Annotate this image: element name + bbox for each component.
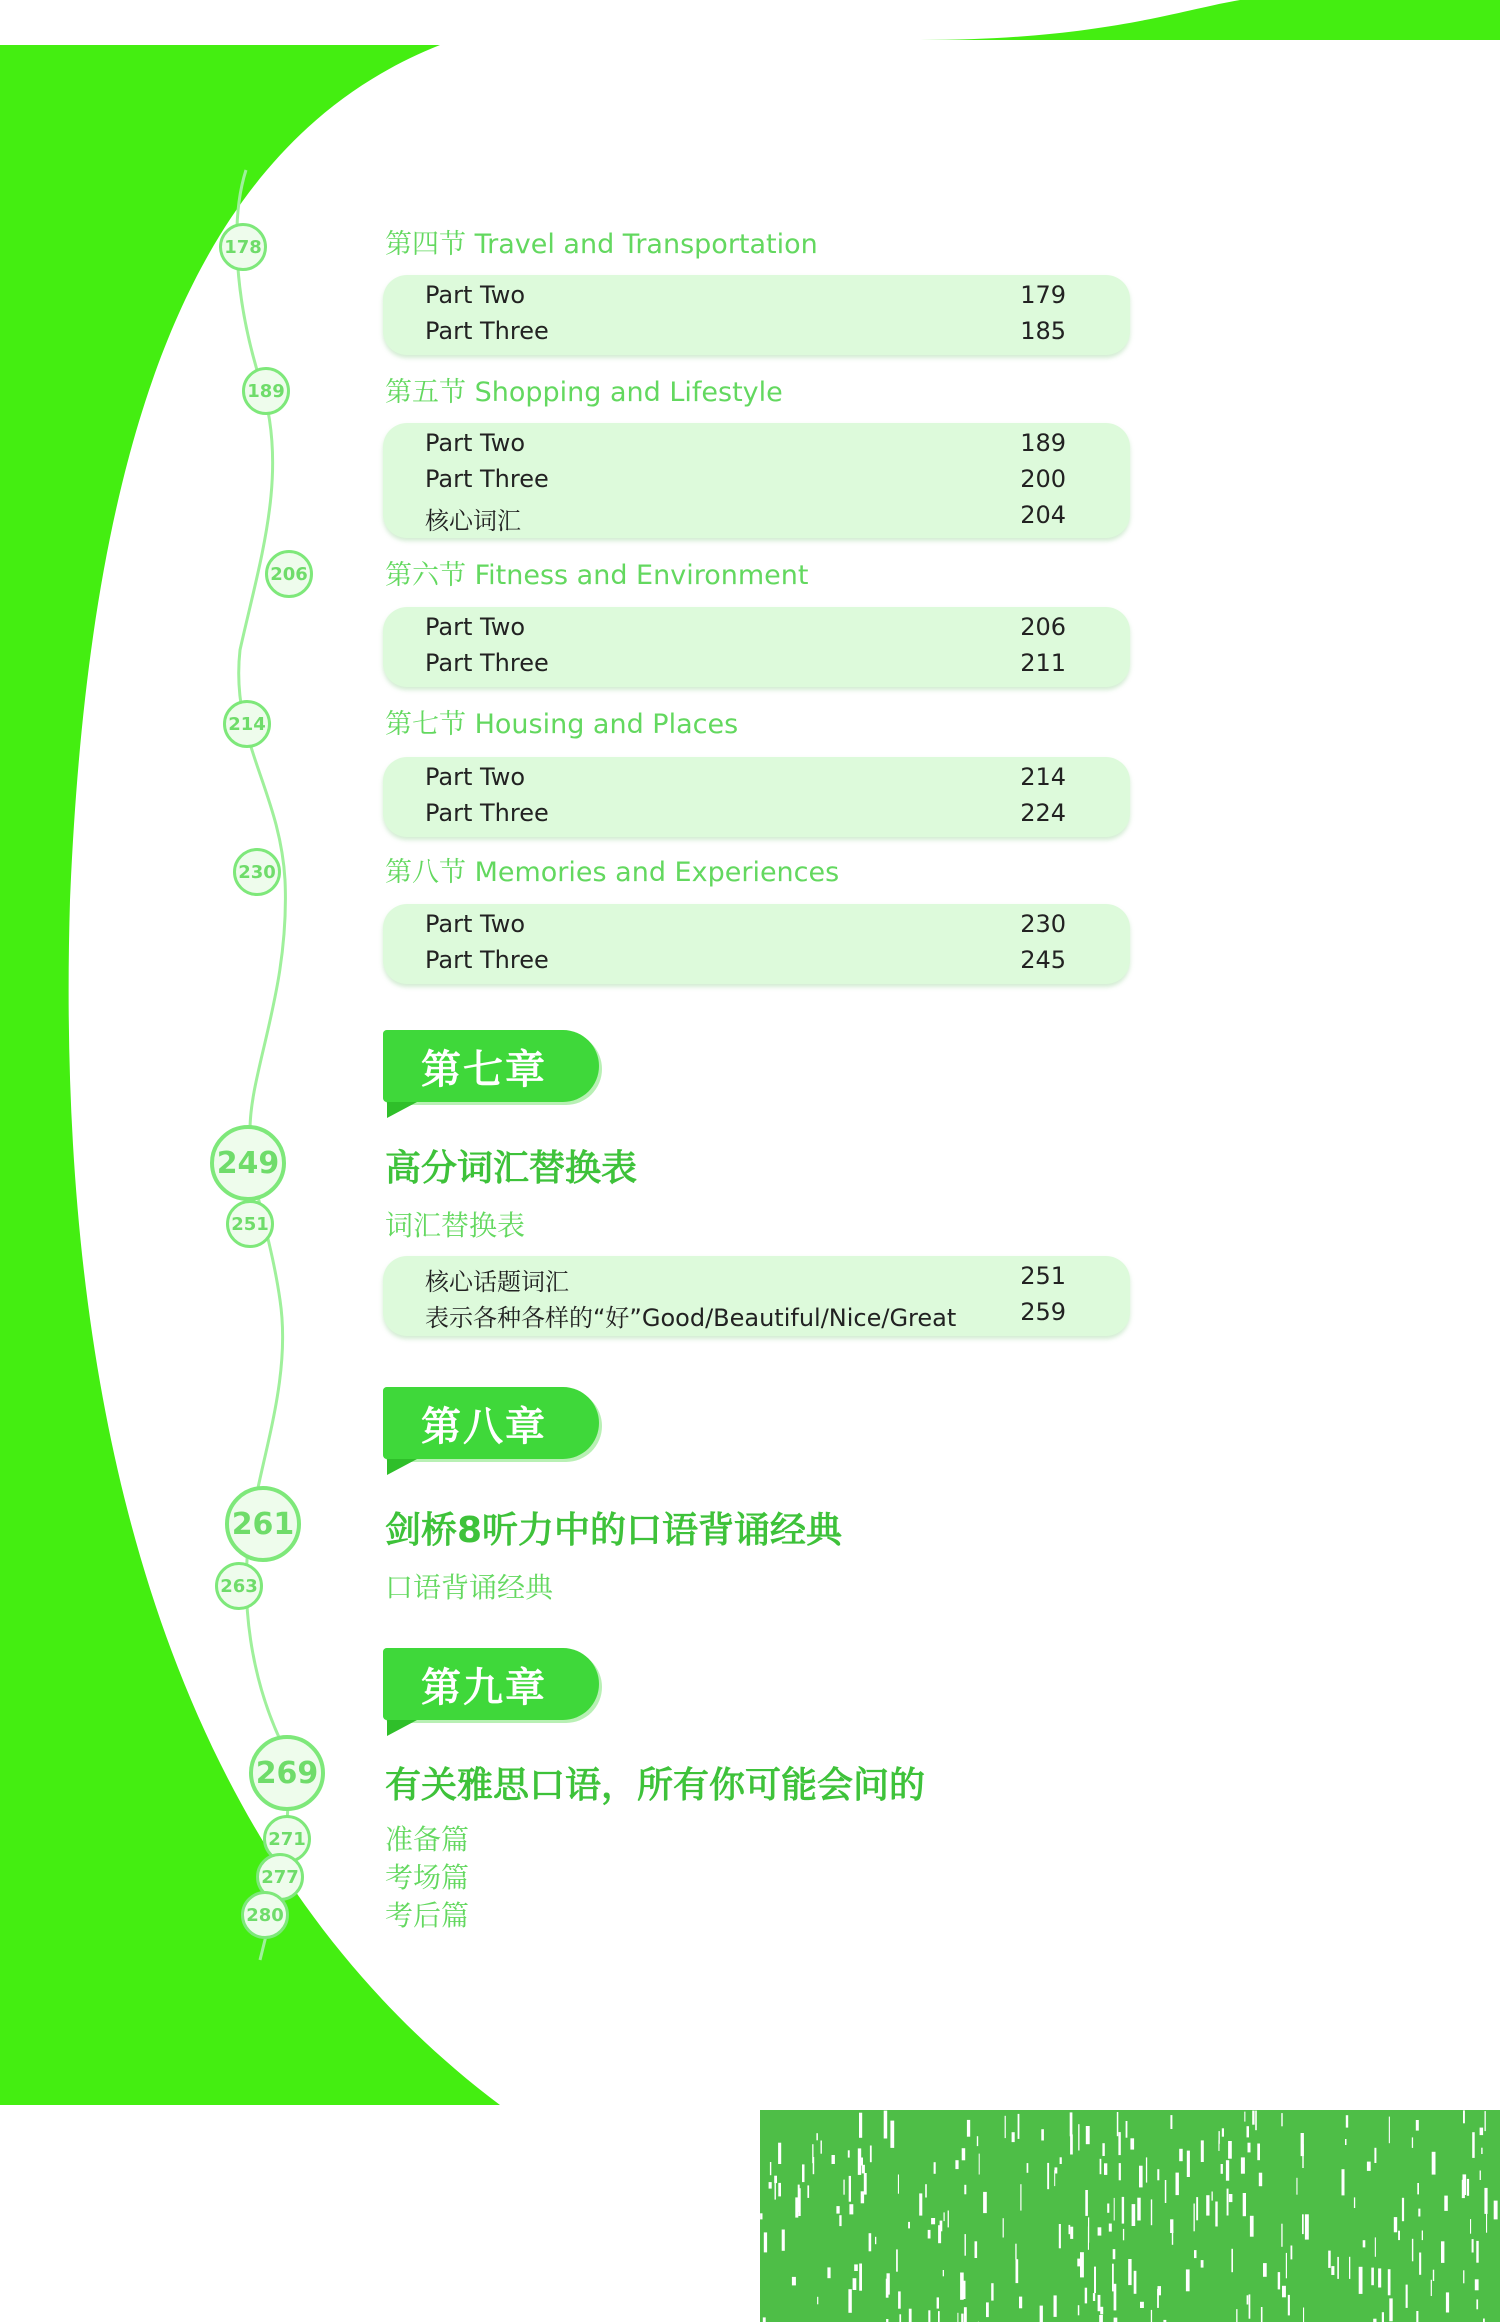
entry-label: Part Two: [425, 910, 526, 938]
chapter-subtitle[interactable]: 准备篇: [385, 1823, 470, 1856]
toc-entry[interactable]: [425, 946, 1066, 982]
toc-entry[interactable]: [425, 1298, 1066, 1334]
chapter-subtitle[interactable]: 考后篇: [385, 1899, 470, 1932]
toc-entry[interactable]: [425, 799, 1066, 835]
entry-label: Part Three: [425, 465, 549, 493]
toc-entry[interactable]: [425, 281, 1066, 317]
toc-entry[interactable]: [425, 317, 1066, 353]
page-bubble: 277: [256, 1853, 304, 1901]
entry-page: 259: [1020, 1298, 1066, 1326]
section-box: [383, 904, 1130, 984]
page-bubble: 263: [215, 1562, 263, 1610]
chapter-title[interactable]: 高分词汇替换表: [385, 1148, 638, 1189]
chapter-tag-label: 第九章: [383, 1648, 599, 1720]
chapter-tag-label: 第七章: [383, 1030, 599, 1102]
section-box: [383, 275, 1130, 355]
chapter-tag-tail: [387, 1459, 417, 1475]
entry-label: Part Three: [425, 317, 549, 345]
section-box: [383, 757, 1130, 837]
page-bubble: 214: [223, 700, 271, 748]
toc-entry[interactable]: [425, 649, 1066, 685]
entry-page: 211: [1020, 649, 1066, 677]
chapter-page-bubble: 249: [210, 1125, 286, 1201]
page-bubble: 280: [241, 1891, 289, 1939]
entry-label: Part Two: [425, 281, 526, 309]
section-title[interactable]: 第六节 Fitness and Environment: [385, 560, 809, 591]
entry-label: 表示各种各样的“好”Good/Beautiful/Nice/Great: [425, 1304, 957, 1332]
entry-page: 251: [1020, 1262, 1066, 1290]
chapter-tag-label: 第八章: [383, 1387, 599, 1459]
entry-page: 185: [1020, 317, 1066, 345]
page-bubble: 189: [242, 367, 290, 415]
chapter-page-bubble: 269: [249, 1735, 325, 1811]
entry-label: Part Two: [425, 763, 526, 791]
entry-page: 200: [1020, 465, 1066, 493]
chapter-tag: [383, 1648, 603, 1743]
entry-page: 179: [1020, 281, 1066, 309]
entry-label: Part Two: [425, 613, 526, 641]
chapter-page-bubble: 261: [225, 1486, 301, 1562]
toc-entry[interactable]: [425, 763, 1066, 799]
entry-page: 214: [1020, 763, 1066, 791]
section-title[interactable]: 第七节 Housing and Places: [385, 709, 739, 740]
toc-entry[interactable]: [425, 1262, 1066, 1298]
toc-entry[interactable]: [425, 465, 1066, 501]
section-box: [383, 423, 1130, 538]
entry-label: Part Three: [425, 649, 549, 677]
section-title[interactable]: 第四节 Travel and Transportation: [385, 229, 818, 260]
section-box: [383, 607, 1130, 687]
entry-page: 230: [1020, 910, 1066, 938]
chapter-title[interactable]: 有关雅思口语，所有你可能会问的: [385, 1765, 926, 1806]
chapter-tag: [383, 1387, 603, 1482]
entry-page: 206: [1020, 613, 1066, 641]
entry-label: Part Three: [425, 799, 549, 827]
chapter-title[interactable]: 剑桥8听力中的口语背诵经典: [385, 1510, 843, 1551]
chapter-subtitle[interactable]: 口语背诵经典: [385, 1571, 554, 1604]
toc-entry[interactable]: [425, 501, 1066, 537]
page-bubble: 230: [233, 848, 281, 896]
chapter-tag: [383, 1030, 603, 1125]
toc-entry[interactable]: [425, 613, 1066, 649]
toc-entry[interactable]: [425, 910, 1066, 946]
chapter-tag-tail: [387, 1720, 417, 1736]
page-bubble: 178: [219, 223, 267, 271]
chapter-tag-tail: [387, 1102, 417, 1118]
entry-label: 核心话题词汇: [425, 1268, 569, 1296]
page-bubble: 271: [263, 1815, 311, 1863]
page-bubble: 206: [265, 550, 313, 598]
section-title[interactable]: 第五节 Shopping and Lifestyle: [385, 377, 783, 408]
entry-page: 245: [1020, 946, 1066, 974]
section-title[interactable]: 第八节 Memories and Experiences: [385, 857, 840, 888]
section-box: [383, 1256, 1130, 1336]
chapter-subtitle[interactable]: 词汇替换表: [385, 1209, 526, 1242]
toc-entry[interactable]: [425, 429, 1066, 465]
entry-page: 204: [1020, 501, 1066, 529]
entry-page: 224: [1020, 799, 1066, 827]
page-bubble: 251: [226, 1200, 274, 1248]
entry-label: Part Two: [425, 429, 526, 457]
entry-label: 核心词汇: [425, 507, 521, 535]
entry-page: 189: [1020, 429, 1066, 457]
chapter-subtitle[interactable]: 考场篇: [385, 1861, 470, 1894]
entry-label: Part Three: [425, 946, 549, 974]
